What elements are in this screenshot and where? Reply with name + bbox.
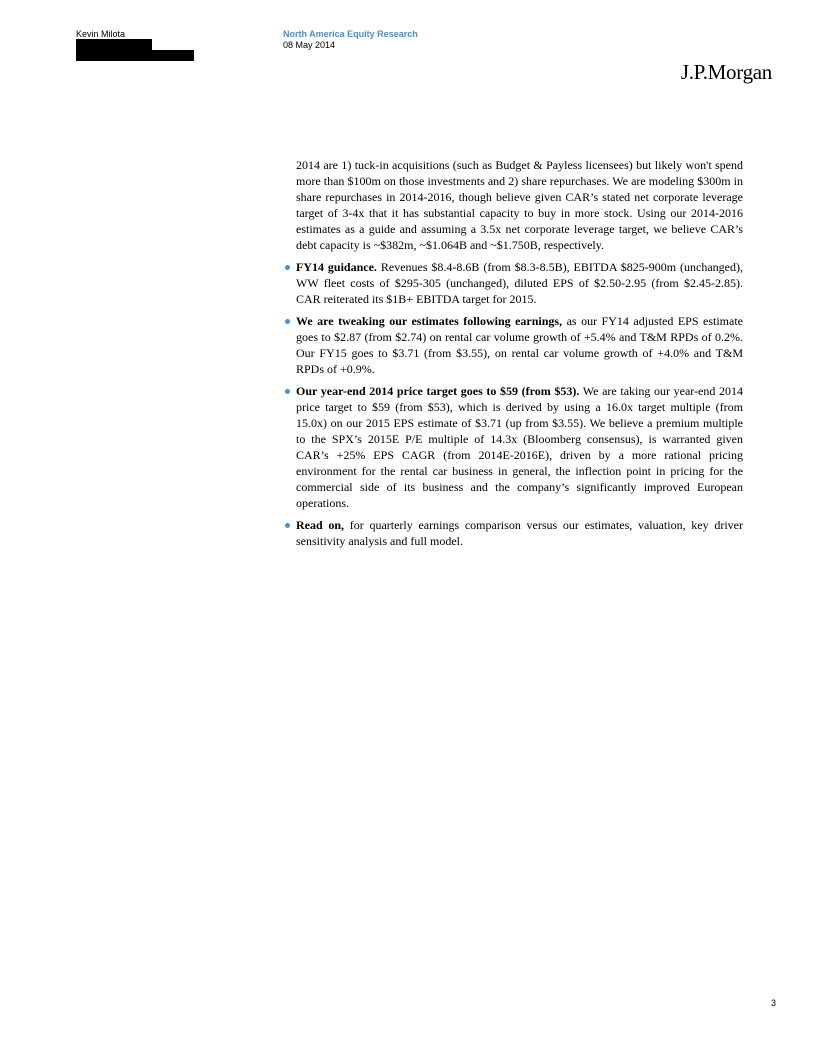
redaction-bar: [76, 39, 152, 50]
bullet-dot-icon: [285, 523, 290, 528]
bullet-item: [283, 313, 743, 377]
report-body: [283, 157, 743, 549]
bullet-item: [283, 259, 743, 307]
page-number: 3: [771, 998, 777, 1008]
intro-paragraph: 2014 are 1) tuck-in acquisitions (such as Budget & Payless licensees) but likely won't spend more than $100m on those investments and 2) share repurchases. We are modeling $300m in share repurchases in 2014-2016, though believe given CAR’s stated net corporate leverage target of 3-4x that it has substantial capacity to buy in more stock. Using our 2014-2016 estimates as a guide and assuming a 3.5x net corporate leverage target, we believe CAR’s debt capacity is ~$382m, ~$1.064B and ~$1.750B, respectively.: [296, 158, 743, 252]
jpmorgan-logo: J.P.Morgan: [680, 60, 772, 84]
bullet-item: [283, 383, 743, 511]
bullet-heading: FY14 guidance.: [296, 260, 377, 274]
bullet-text: We are taking our year-end 2014 price target to $59 (from $53), which is derived by using a 16.0x target multiple (from 15.0x) on our 2015 EPS estimate of $3.71 (up from $3.55). We believe a premium multiple to the SPX’s 2015E P/E multiple of 14.3x (Bloomberg consensus), is warranted given CAR’s +25% EPS CAGR (from 2014E-2016E), driven by a more rational pricing environment for the rental car business in general, the inflection point in pricing for the commercial side of its business and the company’s significantly improved European operations.: [296, 384, 743, 510]
bullet-item: [283, 517, 743, 549]
bullet-text: Revenues $8.4-8.6B (from $8.3-8.5B), EBITDA $825-900m (unchanged), WW fleet costs of $295-305 (unchanged), diluted EPS of $2.50-2.95 (from $2.45-2.85). CAR reiterated its $1B+ EBITDA target for 2015.: [296, 260, 743, 306]
department-label: North America Equity Research: [283, 29, 418, 39]
author-name: Kevin Milota: [76, 29, 126, 39]
bullet-heading: Our year-end 2014 price target goes to $59 (from $53).: [296, 384, 580, 398]
report-date: 08 May 2014: [283, 40, 336, 50]
bullet-dot-icon: [285, 319, 290, 324]
bullet-text: as our FY14 adjusted EPS estimate goes to $2.87 (from $2.74) on rental car volume growth of +5.4% and T&M RPDs of 0.2%. Our FY15 goes to $3.71 (from $3.55), on rental car volume growth of +4.0% and T&M RPDs of +0.9%.: [296, 314, 743, 376]
bullet-text: for quarterly earnings comparison versus our estimates, valuation, key driver sensitivity analysis and full model.: [296, 518, 743, 548]
bullet-heading: We are tweaking our estimates following earnings,: [296, 314, 563, 328]
bullet-heading: Read on,: [296, 518, 345, 532]
bullet-dot-icon: [285, 389, 290, 394]
redaction-bar: [76, 50, 194, 61]
bullet-dot-icon: [285, 265, 290, 270]
